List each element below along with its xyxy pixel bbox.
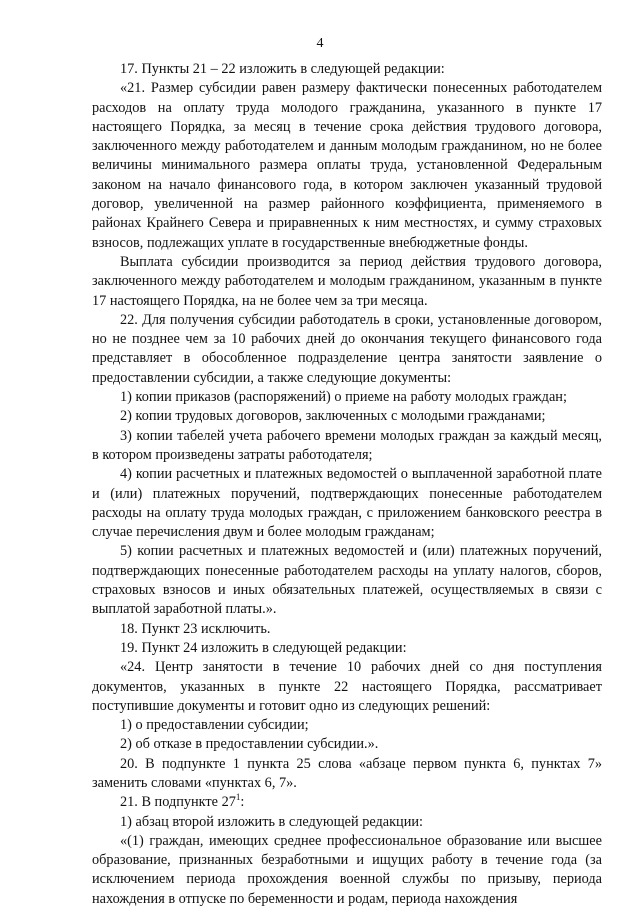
paragraph: «21. Размер субсидии равен размеру фактически понесенных работодателем расходов на оплату труда молодого гражданина, указанного в пункте 17 настоящего Порядка, за месяц в течение срока действия трудового договора, заключенного между работодателем и данным молодым гражданином, но не более величины минимального размера оплаты труда, установленной Федеральным законом на начало финансового года, в котором заключен указанный трудовой договор, увеличенной на размер районного коэффициента, применяемого в районах Крайнего Севера и приравненных к ним местностях, и сумму страховых взносов, подлежащих уплате в государственные внебюджетные фонды.: [92, 80, 602, 251]
paragraph: 5) копии расчетных и платежных ведомостей и (или) платежных поручений, подтверждающих понесенные работодателем расходы на уплату налогов, сборов, страховых взносов и иных обязательных платежей, осуществляемых в связи с выплатой заработной платы.».: [92, 543, 602, 618]
paragraph: 19. Пункт 24 изложить в следующей редакции:: [120, 639, 407, 656]
paragraph: 18. Пункт 23 исключить.: [120, 620, 271, 637]
paragraph: 4) копии расчетных и платежных ведомостей о выплаченной заработной плате и (или) платежных поручений, подтверждающих понесенные работодателем расходы на оплату труда молодых граждан, с приложением банковского реестра в случае перечисления двум и более молодым гражданам;: [92, 466, 602, 541]
paragraph: Выплата субсидии производится за период действия трудового договора, заключенного между работодателем и молодым гражданином, указанным в пункте 17 настоящего Порядка, на не более чем за три месяца.: [92, 253, 602, 309]
paragraph: 1) абзац второй изложить в следующей редакции:: [120, 813, 423, 830]
page-number: 4: [316, 36, 324, 51]
paragraph: 17. Пункты 21 – 22 изложить в следующей редакции:: [120, 61, 445, 77]
paragraph: 20. В подпункте 1 пункта 25 слова «абзаце первом пункта 6, пунктах 7» заменить словами «пунктах 6, 7».: [92, 755, 602, 791]
paragraph: 3) копии табелей учета рабочего времени молодых граждан за каждый месяц, в котором произведены затраты работодателя;: [92, 427, 602, 463]
paragraph: 2) об отказе в предоставлении субсидии.».: [120, 736, 379, 753]
paragraph: [92, 793, 602, 812]
paragraph-text: 21. В подпункте 27: [120, 794, 236, 811]
paragraph: «24. Центр занятости в течение 10 рабочих дней со дня поступления документов, указанных в пункте 22 настоящего Порядка, рассматривает поступившие документы и готовит одно из следующих решений:: [92, 659, 602, 714]
paragraph: 22. Для получения субсидии работодатель в сроки, установленные договором, но не позднее чем за 10 рабочих дней до окончания текущего финансового года представляет в обособленное подразделение центра занятости заявление о предоставлении субсидии, а также следующие документы:: [92, 311, 602, 386]
paragraph: 2) копии трудовых договоров, заключенных с молодыми гражданами;: [120, 408, 546, 425]
paragraph: «(1) граждан, имеющих среднее профессиональное образование или высшее образование, признанных безработными и ищущих работу в течение года (за исключением периода прохождения военной службы по призыву, периода нахождения в отпуске по беременности и родам, периода нахождения: [92, 832, 602, 907]
paragraph: 1) копии приказов (распоряжений) о приеме на работу молодых граждан;: [120, 389, 567, 406]
superscript: 1: [235, 792, 241, 803]
paragraph: 1) о предоставлении субсидии;: [120, 717, 309, 734]
paragraph-text: :: [240, 794, 245, 811]
document-body: [92, 60, 602, 909]
